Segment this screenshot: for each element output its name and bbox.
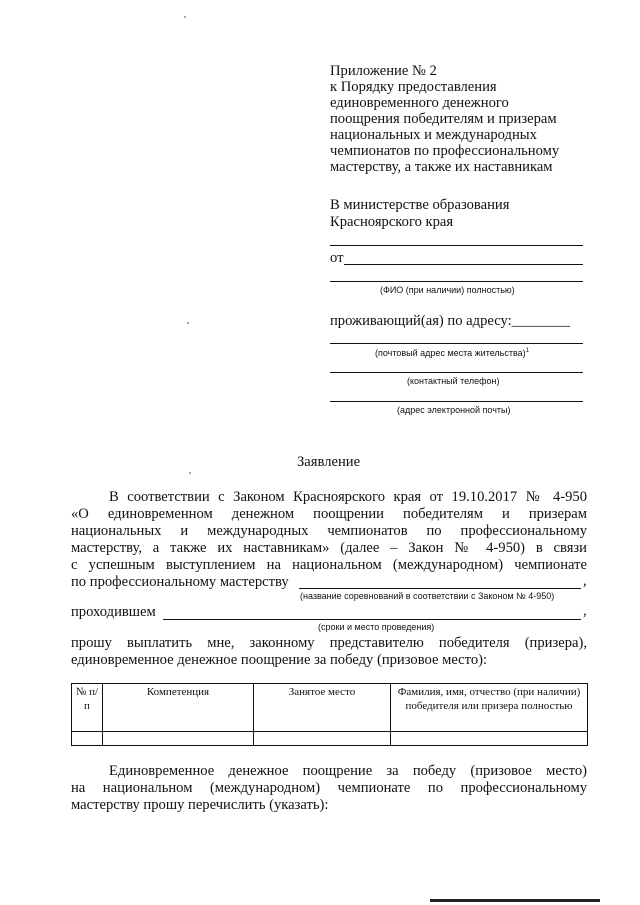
blank-line (330, 372, 583, 373)
appendix-line: поощрения победителям и призерам (330, 111, 557, 127)
table-row (72, 732, 588, 746)
appendix-line: мастерству, а также их наставникам (330, 159, 553, 175)
closing-line: Единовременное денежное поощрение за победу (призовое место) (109, 763, 587, 779)
paragraph-line: с успешным выступлением на национальном (международном) чемпионате (71, 557, 587, 573)
paragraph-line: мастерству, а также их наставникам» (далее – Закон № 4-950) в связи (71, 540, 587, 556)
competition-table (71, 683, 588, 746)
table-cell[interactable] (103, 732, 254, 746)
table-header-row (72, 684, 588, 732)
blank-line (330, 401, 583, 402)
blank-line (330, 245, 583, 246)
from-fill-line (344, 264, 583, 265)
table-cell[interactable] (72, 732, 103, 746)
comma: , (583, 603, 587, 619)
column-header: № п/п (72, 684, 103, 732)
phone-hint: (контактный телефон) (407, 376, 500, 386)
comma: , (583, 573, 587, 589)
competition-hint: (название соревнований в соответствии с Законом № 4-950) (300, 591, 555, 601)
address-hint-text: (почтовый адрес места жительства) (375, 348, 526, 358)
appendix-line: к Порядку предоставления (330, 79, 497, 95)
scan-dot (189, 472, 191, 474)
scan-dot (187, 322, 189, 324)
residing-label (330, 313, 570, 329)
column-header: Фамилия, имя, отчество (при наличии) победителя или призера полностью (391, 684, 588, 732)
held-label: проходившем (71, 604, 156, 620)
addressee-line-2: Красноярского края (330, 214, 454, 230)
paragraph-line: национальных и международных чемпионатов по профессиональному (71, 523, 587, 539)
table-cell[interactable] (391, 732, 588, 746)
body-paragraph (71, 489, 587, 573)
residing-text: проживающий(ая) по адресу: (330, 313, 512, 329)
closing-last-line: мастерству прошу перечислить (указать): (71, 797, 329, 813)
paragraph-line: «О единовременном денежном поощрении победителям и призерам (71, 506, 587, 522)
request-line-1: прошу выплатить мне, законному представителю победителя (призера), (71, 635, 587, 651)
appendix-heading (330, 63, 559, 175)
residing-blank: ________ (511, 313, 571, 329)
appendix-line: единовременного денежного (330, 95, 509, 111)
table-cell[interactable] (254, 732, 391, 746)
closing-paragraph (71, 763, 587, 813)
scan-dot (184, 16, 186, 18)
appendix-line: Приложение № 2 (330, 63, 437, 79)
appendix-line: национальных и международных (330, 127, 537, 143)
footnote-mark: 1 (525, 348, 530, 354)
appendix-line: чемпионатов по профессиональному (330, 143, 560, 159)
email-hint: (адрес электронной почты) (397, 405, 511, 415)
held-fill-line (163, 619, 581, 620)
column-header: Компетенция (103, 684, 254, 732)
paragraph-line: В соответствии с Законом Красноярского края от 19.10.2017 № 4-950 (109, 489, 587, 505)
closing-line: на национальном (международном) чемпионате по профессиональному (71, 780, 587, 796)
request-line-2: единовременное денежное поощрение за победу (призовое место): (71, 652, 488, 668)
blank-line (330, 281, 583, 282)
held-hint: (сроки и место проведения) (318, 622, 435, 632)
address-hint (375, 346, 529, 358)
page-title: Заявление (297, 454, 361, 470)
scan-edge-mark (430, 899, 600, 902)
competition-fill-line (299, 588, 581, 589)
paragraph-last-line: по профессиональному мастерству (71, 574, 289, 590)
blank-line (330, 343, 583, 344)
addressee-line-1: В министерстве образования (330, 197, 510, 213)
from-label: от (330, 250, 344, 266)
fio-hint: (ФИО (при наличии) полностью) (380, 285, 515, 295)
column-header: Занятое место (254, 684, 391, 732)
